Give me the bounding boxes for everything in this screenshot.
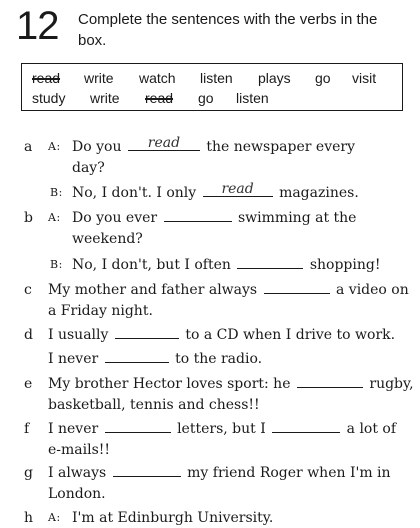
item-b-speaker-a: A:	[48, 211, 61, 224]
item-c-blank[interactable]	[264, 281, 330, 294]
word-write-2: write	[90, 90, 120, 106]
item-b-letter: b	[24, 210, 33, 226]
item-d-pre2: I never	[48, 351, 99, 367]
item-e-letter: e	[24, 376, 33, 392]
item-e-blank[interactable]	[297, 375, 363, 388]
item-d-post1: to a CD when I drive to work.	[185, 327, 396, 343]
item-g-blank[interactable]	[113, 464, 181, 477]
item-b-q1-pre: Do you ever	[72, 210, 158, 226]
item-g-letter: g	[24, 465, 33, 481]
item-d-letter: d	[24, 327, 33, 343]
item-b-answer-line	[72, 256, 380, 274]
item-a-q1-pre: Do you	[72, 139, 122, 155]
item-f-line	[48, 420, 396, 438]
word-plays: plays	[258, 70, 291, 86]
word-visit: visit	[352, 70, 377, 86]
exercise-number: 12	[16, 4, 59, 48]
item-b-blank-1[interactable]	[164, 209, 232, 222]
item-c-post: a video on	[336, 282, 409, 298]
item-e-post: rugby,	[369, 376, 414, 392]
item-f-post: a lot of	[346, 421, 397, 437]
item-a-speaker-b: B:	[50, 186, 63, 199]
item-h-letter: h	[24, 510, 34, 526]
item-d-line-1	[48, 326, 395, 344]
item-f-blank-1[interactable]	[105, 420, 171, 433]
word-box	[21, 63, 403, 111]
item-f-letter: f	[24, 421, 30, 437]
item-d-blank-2[interactable]	[105, 350, 169, 363]
item-c-letter: c	[24, 282, 32, 298]
item-a-answer-1: read	[147, 135, 181, 151]
item-g-pre: I always	[48, 465, 107, 481]
item-a-q2-pre: No, I don't. I only	[72, 185, 197, 201]
item-f-mid: letters, but I	[177, 421, 266, 437]
word-study: study	[32, 90, 66, 106]
item-f-blank-2[interactable]	[272, 420, 340, 433]
instruction-line-2: box.	[78, 32, 107, 49]
item-d-line-2	[48, 350, 262, 368]
item-d-blank-1[interactable]	[115, 326, 179, 339]
word-go-2: go	[198, 90, 214, 106]
word-go: go	[315, 70, 331, 86]
item-a-letter: a	[24, 139, 33, 155]
item-f-pre: I never	[48, 421, 99, 437]
item-e-line	[48, 375, 414, 393]
item-d-post2: to the radio.	[175, 351, 263, 367]
item-b-q1-cont: weekend?	[72, 231, 143, 247]
word-listen: listen	[200, 70, 233, 86]
item-c-cont: a Friday night.	[48, 303, 153, 319]
item-f-cont: e-mails!!	[48, 442, 111, 458]
item-b-speaker-b: B:	[50, 258, 63, 271]
item-h-speaker-a: A:	[48, 511, 61, 524]
item-b-question	[72, 209, 356, 227]
item-c-pre: My mother and father always	[48, 282, 258, 298]
item-a-q1-cont: day?	[72, 160, 105, 176]
instruction-line-1: Complete the sentences with the verbs in the	[78, 11, 378, 28]
item-h-text: I'm at Edinburgh University.	[72, 510, 274, 526]
item-a-blank-2[interactable]	[203, 181, 273, 197]
word-read-crossed-2: read	[145, 90, 174, 106]
item-a-question	[72, 135, 356, 156]
word-listen-2: listen	[236, 90, 269, 106]
item-a-q2-post: magazines.	[279, 185, 359, 201]
item-b-blank-2[interactable]	[237, 256, 303, 269]
word-watch: watch	[139, 70, 176, 86]
item-c-line	[48, 281, 409, 299]
item-b-q2-pre: No, I don't, but I often	[72, 257, 231, 273]
exercise-instruction	[78, 9, 408, 51]
item-a-answer-line	[72, 181, 359, 202]
item-a-q1-post: the newspaper every	[206, 139, 356, 155]
word-read-crossed: read	[32, 70, 61, 86]
item-b-q1-post: swimming at the	[238, 210, 357, 226]
item-a-blank-1[interactable]	[128, 135, 200, 151]
word-write: write	[84, 70, 114, 86]
item-a-speaker-a: A:	[48, 140, 61, 153]
item-d-pre1: I usually	[48, 327, 109, 343]
item-e-pre: My brother Hector loves sport: he	[48, 376, 291, 392]
item-b-q2-post: shopping!	[309, 257, 381, 273]
item-g-line	[48, 464, 391, 482]
item-g-cont: London.	[48, 486, 106, 502]
item-e-cont: basketball, tennis and chess!!	[48, 397, 260, 413]
item-a-answer-2: read	[221, 181, 254, 197]
item-g-post: my friend Roger when I'm in	[187, 465, 391, 481]
